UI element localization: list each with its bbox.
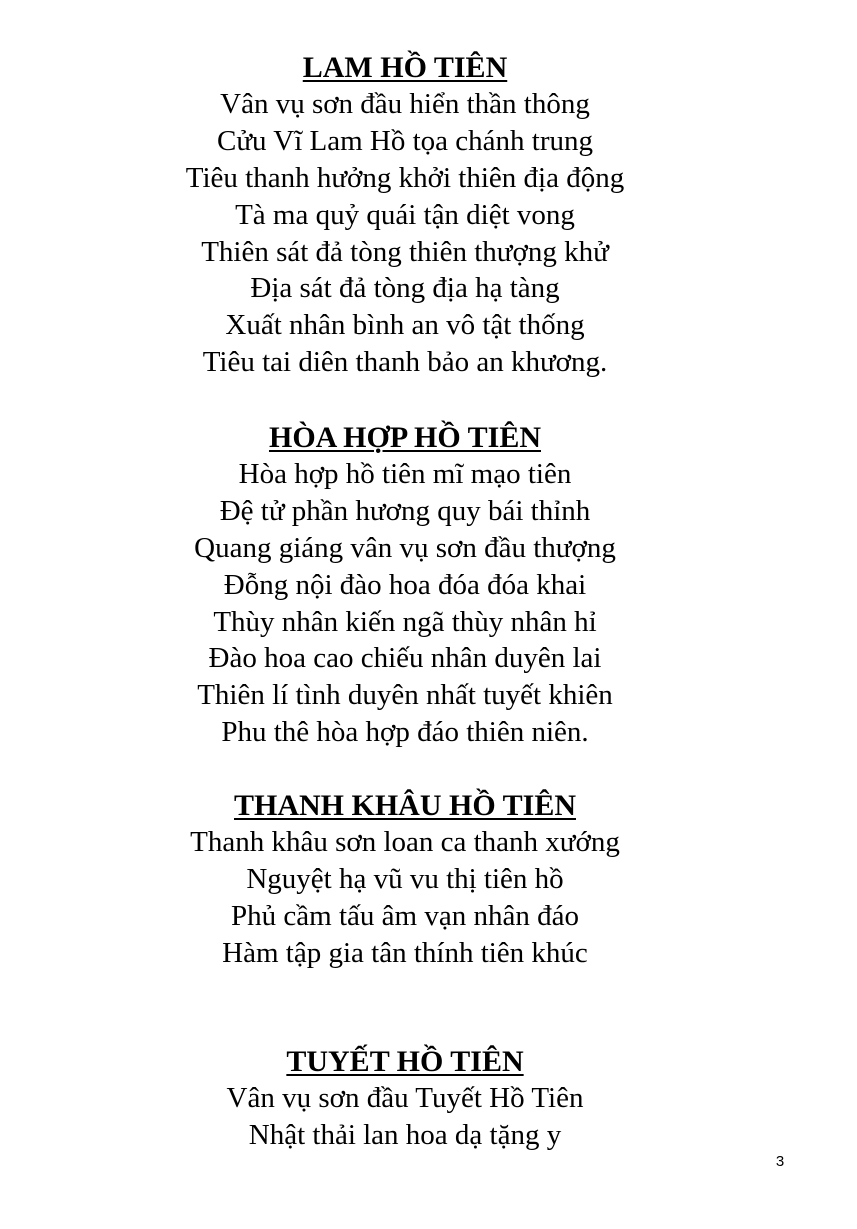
poem-hoa-hop-ho-tien (0, 420, 810, 751)
poem-line: Quang giáng vân vụ sơn đầu thượng (194, 531, 616, 564)
poem-title: HÒA HỢP HỒ TIÊN (268, 421, 541, 454)
poem-line: Hàm tập gia tân thính tiên khúc (222, 936, 588, 969)
poem-line: Thanh khâu sơn loan ca thanh xướng (190, 826, 620, 858)
poem-line: Đào hoa cao chiếu nhân duyên lai (208, 642, 602, 675)
poem-title: TUYẾT HỒ TIÊN (286, 1045, 524, 1078)
poem-line: Hòa hợp hồ tiên mĩ mạo tiên (238, 458, 572, 490)
poem-line: Địa sát đả tòng địa hạ tàng (250, 272, 560, 305)
poem-lam-ho-tien (0, 50, 810, 381)
poem-line: Thiên lí tình duyên nhất tuyết khiên (197, 679, 613, 712)
poem-line: Phu thê hòa hợp đáo thiên niên. (221, 716, 589, 749)
poem-tuyet-ho-tien (0, 1044, 810, 1154)
poem-line: Nguyệt hạ vũ vu thị tiên hồ (246, 862, 564, 895)
poem-line: Đỗng nội đào hoa đóa đóa khai (223, 568, 587, 601)
poem-line: Phủ cầm tấu âm vạn nhân đáo (231, 899, 579, 932)
poem-line: Đệ tử phần hương quy bái thỉnh (219, 494, 591, 527)
poem-line: Tiêu thanh hưởng khởi thiên địa động (185, 161, 625, 194)
poem-line: Nhật thải lan hoa dạ tặng y (248, 1118, 562, 1151)
page-number: 3 (775, 1153, 785, 1170)
poem-title: THANH KHÂU HỒ TIÊN (234, 789, 576, 822)
poem-title: LAM HỒ TIÊN (302, 51, 508, 84)
poem-line: Cửu Vĩ Lam Hồ tọa chánh trung (216, 124, 593, 157)
poem-line: Xuất nhân bình an vô tật thống (225, 309, 585, 342)
poem-line: Tiêu tai diên thanh bảo an khương. (202, 346, 608, 379)
poem-line: Vân vụ sơn đầu hiển thần thông (220, 88, 590, 120)
poem-line: Thiên sát đả tòng thiên thượng khử (201, 235, 609, 268)
poem-line: Vân vụ sơn đầu Tuyết Hồ Tiên (226, 1082, 584, 1114)
poem-line: Thùy nhân kiến ngã thùy nhân hỉ (213, 605, 597, 638)
poem-line: Tà ma quỷ quái tận diệt vong (235, 198, 575, 231)
poem-thanh-khau-ho-tien (0, 788, 810, 972)
